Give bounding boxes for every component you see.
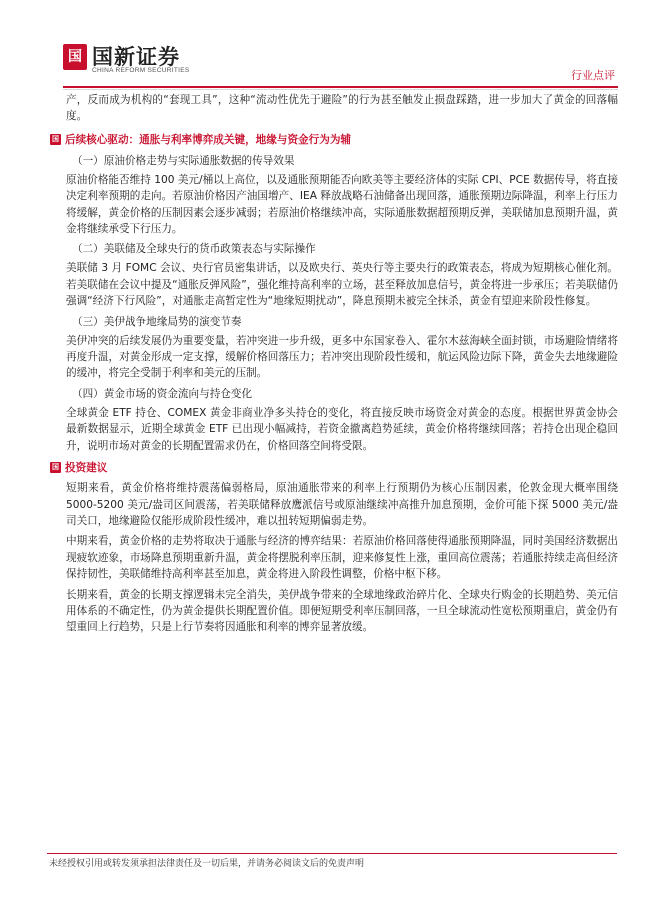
logo-icon: 国 [63, 44, 87, 70]
paragraph-fund-flows: 全球黄金 ETF 持仓、COMEX 黄金非商业净多头持仓的变化，将直接反映市场资金对黄金的态度。根据世界黄金协会最新数据显示，近期全球黄金 ETF 已出现小幅减持，若资金撤离趋势延续，黄金价格将继续回落；若持仓出现企稳回升，说明市场对黄金的长期配置需求仍在，价格回落空间将受限。 [66, 406, 618, 452]
paragraph-geopolitics: 美伊冲突的后续发展仍为重要变量，若冲突进一步升级，更多中东国家卷入、霍尔木兹海峡全面封锁，市场避险情绪将再度升温，对黄金形成一定支撑，缓解价格回落压力；若冲突出现阶段性缓和，航运风险边际下降，黄金失去地缘避险的缓冲，将完全受制于利率和美元的压制。 [66, 334, 618, 380]
subheading-oil: （一）原油价格走势与实际通胀数据的传导效果 [72, 154, 295, 167]
report-type-label: 行业点评 [571, 69, 615, 82]
intro-paragraph: 产，反而成为机构的“套现工具”，这种“流动性优先于避险”的行为甚至触发止损盘踩踏，进一步加大了黄金的回落幅度。 [66, 94, 618, 123]
footer-divider [47, 853, 617, 854]
header-divider [63, 86, 618, 88]
section-bullet-icon: 国 [52, 462, 59, 471]
paragraph-mid-term: 中期来看，黄金价格的走势将取决于通胀与经济的博弈结果：若原油价格回落使得通胀预期降温，同时美国经济数据出现疲软迹象，市场降息预期重新升温，黄金将摆脱利率压制，迎来修复性上涨，重回高位震荡；若通胀持续走高但经济保持韧性，美联储维持高利率甚至加息，黄金将进入阶段性调整，价格中枢下移。 [66, 535, 618, 581]
logo-english-name: CHINA REFORM SECURITIES [92, 67, 190, 74]
paragraph-short-term: 短期来看，黄金价格将维持震荡偏弱格局，原油通胀带来的利率上行预期仍为核心压制因素，伦敦金现大概率围绕 5000-5200 美元/盎司区间震荡，若美联储释放鹰派信号或原油继续冲高推升加息预期，金价可能下探 5000 美元/盎司关口，地缘避险仅能形成阶段性缓冲，难以扭转短期偏弱走势。 [66, 482, 618, 527]
section-title: 投资建议 [65, 461, 108, 474]
header-divider-thin [63, 89, 618, 90]
footer-disclaimer: 未经授权引用或转发须承担法律责任及一切后果，并请务必阅读文后的免责声明 [49, 859, 365, 869]
subheading-fed: （二）美联储及全球央行的货币政策表态与实际操作 [72, 243, 316, 256]
paragraph-fed: 美联储 3 月 FOMC 会议、央行官员密集讲话，以及欧央行、英央行等主要央行的政策表态，将成为短期核心催化剂。若美联储在会议中提及“通胀反弹风险”，强化维持高利率的立场，甚至释放加息信号，黄金将进一步承压；若美联储仍强调“经济下行风险”，对通胀走高暂定性为“地缘短期扰动”，降息预期未被完全抹杀，黄金有望迎来阶段性修复。 [66, 262, 618, 308]
section-bullet-icon: 国 [52, 135, 59, 144]
subheading-geopolitics: （三）美伊战争地缘局势的演变节奏 [72, 315, 242, 328]
subheading-fund-flows: （四）黄金市场的资金流向与持仓变化 [72, 387, 253, 400]
paragraph-oil: 原油价格能否维持 100 美元/桶以上高位，以及通胀预期能否向欧美等主要经济体的实际 CPI、PCE 数据传导，将直接决定利率预期的走向。若原油价格因产油国增产、IEA 释放战略石油储备出现回落，通胀预期边际降温，利率上行压力将缓解，黄金价格的压制因素会逐步减弱；若原油价格继续冲高，实际通胀数据超预期反弹，美联储加息预期升温，黄金将继续承受下行压力。 [66, 173, 618, 236]
page-header [0, 0, 662, 90]
document-body [52, 92, 618, 640]
section-heading-investment [50, 458, 618, 476]
section-title: 后续核心驱动：通胀与利率博弈成关键，地缘与资金行为为辅 [65, 134, 352, 147]
section-heading-drivers [50, 131, 618, 149]
logo-name: 国新证券 [92, 45, 180, 69]
paragraph-long-term: 长期来看，黄金的长期支撑逻辑未完全消失，美伊战争带来的全球地缘政治碎片化、全球央行购金的长期趋势、美元信用体系的不确定性，仍为黄金提供长期配置价值。即便短期受利率压制回落，一旦全球流动性宽松预期重启，黄金仍有望重回上行趋势，只是上行节奏将因通胀和利率的博弈显著放缓。 [66, 588, 618, 634]
